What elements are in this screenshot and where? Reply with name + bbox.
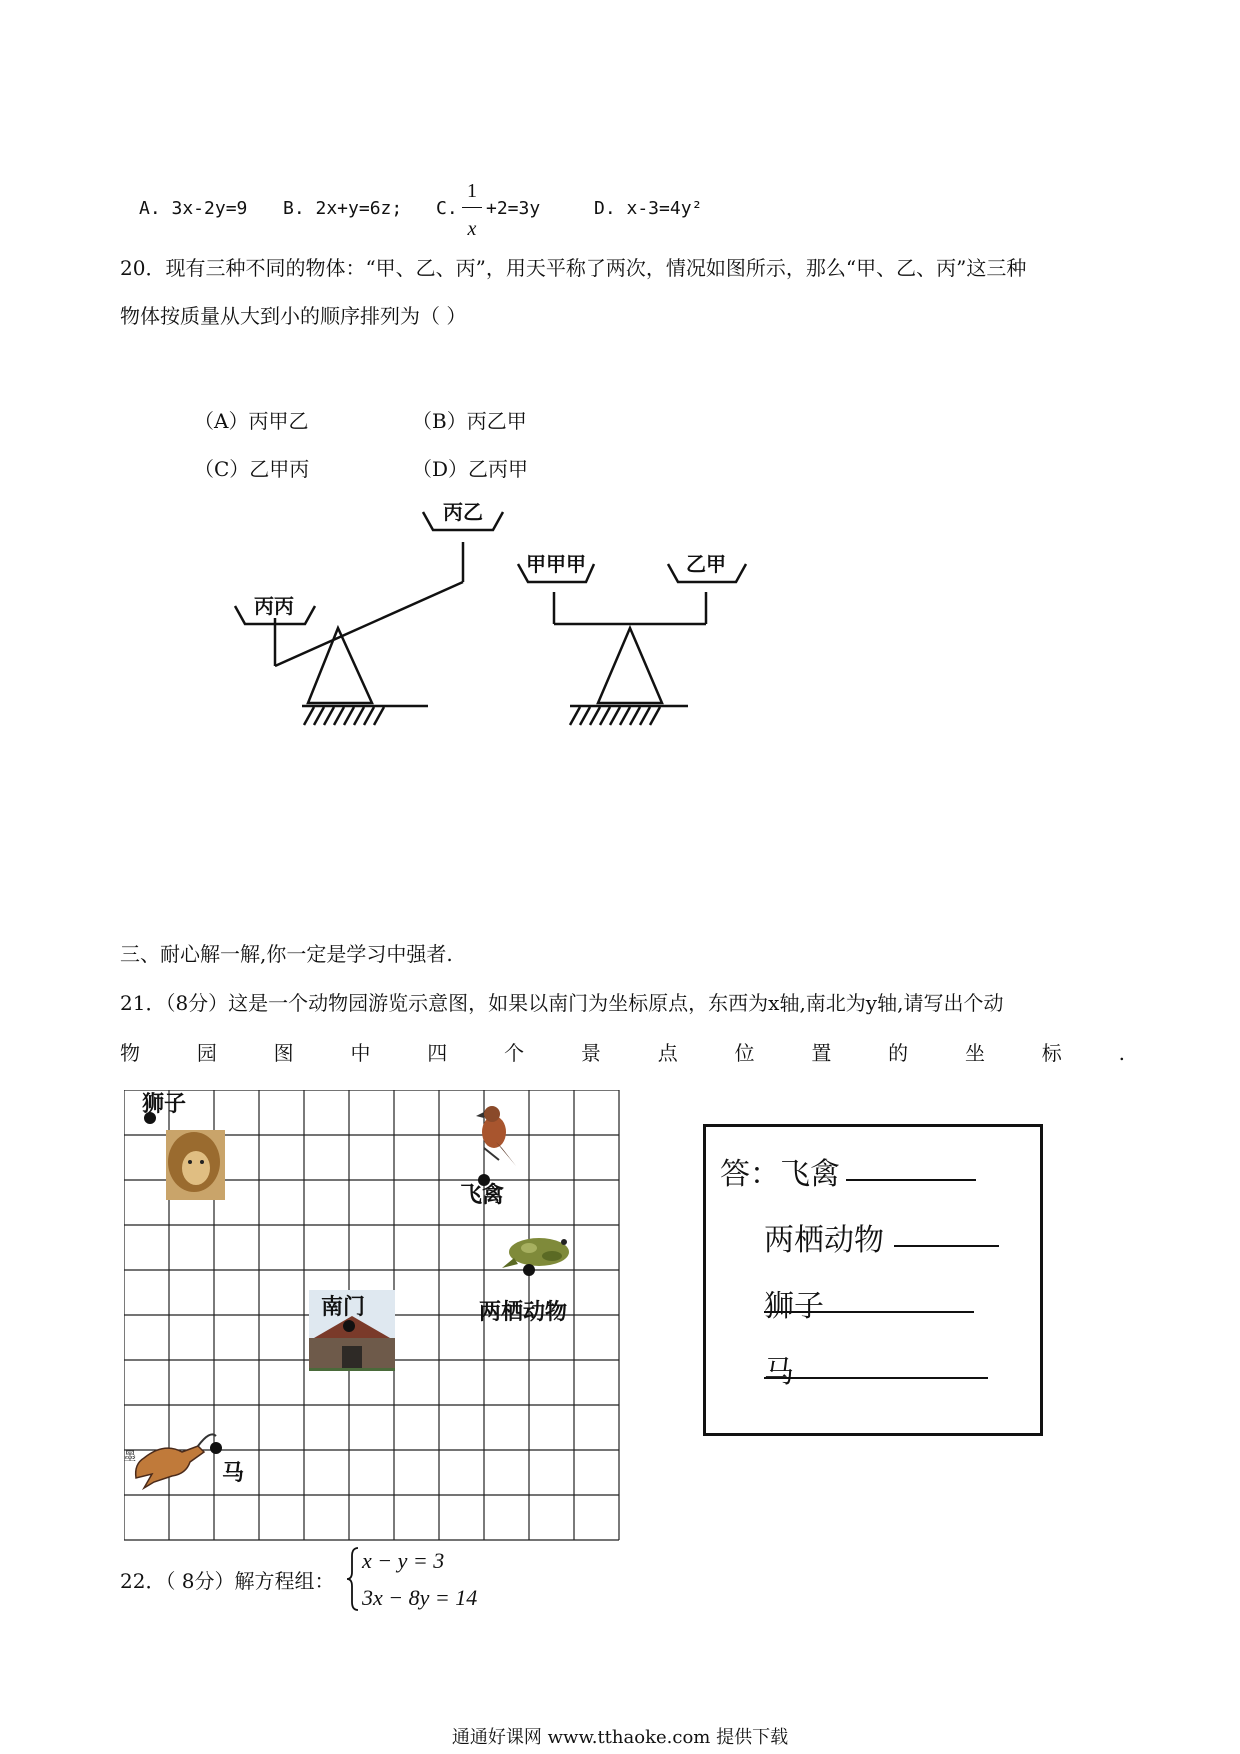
scale2-fulcrum	[598, 628, 662, 703]
page-footer: 通通好课网 www.tthaoke.com 提供下载	[451, 1727, 789, 1748]
fraction-denominator: x	[467, 218, 477, 240]
scale2-left-label: 甲甲甲	[526, 552, 586, 576]
answer-box	[703, 1124, 1043, 1436]
q20-choice-c: （C）乙甲丙	[194, 457, 310, 481]
q19-option-d: D. x-3=4y²	[594, 198, 703, 219]
answer-horse-blank[interactable]	[764, 1377, 988, 1379]
answer-bird-blank[interactable]	[846, 1179, 976, 1181]
q19-option-c-prefix: C.	[436, 198, 458, 219]
q20-choice-d: （D）乙丙甲	[412, 457, 529, 481]
q21-line2-char: 置	[811, 1041, 832, 1065]
scale1-right-label: 丙乙	[443, 500, 483, 524]
q21-line2-char: 坐	[964, 1041, 985, 1065]
q22-label: 22．（ 8分）解方程组：	[120, 1569, 335, 1593]
answer-bird-label: 飞禽	[780, 1157, 840, 1192]
q21-line2-char: 园	[196, 1041, 217, 1065]
zoo-grid-map	[124, 1090, 621, 1542]
bird-picture	[476, 1106, 516, 1166]
answer-horse-label: 马	[764, 1355, 794, 1390]
balance-scales-diagram	[220, 500, 780, 740]
frog-point	[523, 1264, 535, 1276]
q21-line2-char: 标	[1041, 1041, 1062, 1065]
lion-picture	[166, 1130, 225, 1200]
frog-label: 两栖动物	[479, 1300, 568, 1325]
q21-line2-char: 图	[273, 1041, 294, 1065]
q21-line2-char: 的	[888, 1041, 909, 1065]
q20-line1: 20．现有三种不同的物体：“甲、乙、丙”，用天平称了两次，情况如图所示，那么“甲、乙、丙”这三种	[120, 256, 1027, 280]
q21-line2-char: 中	[350, 1041, 371, 1065]
frog-picture	[502, 1238, 569, 1268]
system-brace	[346, 1546, 360, 1612]
bird-label: 飞禽	[460, 1183, 505, 1208]
horse-calligraphy: 墨	[124, 1449, 137, 1463]
section3-title: 三、耐心解一解,你一定是学习中强者.	[120, 942, 453, 966]
answer-lion-label: 狮子	[764, 1289, 824, 1324]
q20-line2: 物体按质量从大到小的顺序排列为（ ）	[120, 304, 467, 328]
scale2-right-label: 乙甲	[686, 552, 726, 576]
q21-line2-char: 个	[504, 1041, 525, 1065]
q21-line2-char: 位	[734, 1041, 755, 1065]
answer-prefix: 答：	[720, 1157, 780, 1192]
horse-label: 马	[222, 1461, 245, 1486]
q21-line2	[120, 1043, 1125, 1063]
south-gate-point	[343, 1320, 355, 1332]
lion-label: 狮子	[142, 1092, 187, 1117]
q19-option-c-rest: +2=3y	[486, 198, 541, 219]
fraction-numerator: 1	[467, 180, 477, 202]
horse-picture	[124, 1434, 216, 1488]
q22-equation-2: 3x − 8y = 14	[362, 1585, 478, 1610]
q19-option-a: A. 3x-2y=9	[139, 198, 248, 219]
south-gate-label: 南门	[321, 1295, 366, 1320]
q21-line2-char: 四	[427, 1041, 448, 1065]
scale1-fulcrum	[308, 628, 372, 703]
q21-line2-char: 景	[580, 1041, 601, 1065]
q19-option-b: B. 2x+y=6z;	[283, 198, 403, 219]
q20-choice-b: （B）丙乙甲	[412, 409, 527, 433]
answer-frog-blank[interactable]	[894, 1245, 999, 1247]
answer-frog-label: 两栖动物	[764, 1223, 884, 1258]
scale1-left-label: 丙丙	[254, 594, 294, 618]
answer-lion-blank[interactable]	[764, 1311, 974, 1313]
q21-line2-char: 点	[657, 1041, 678, 1065]
fraction-bar	[462, 207, 482, 208]
q21-line1: 21．（8分）这是一个动物园游览示意图，如果以南门为坐标原点，东西为x轴,南北为y轴,请写出个动	[120, 991, 1004, 1015]
q20-choice-a: （A）丙甲乙	[194, 409, 309, 433]
q21-line2-char: 物	[120, 1041, 140, 1065]
horse-point	[210, 1442, 222, 1454]
q21-line2-char: .	[1118, 1041, 1125, 1065]
q22-equation-1: x − y = 3	[362, 1548, 445, 1573]
